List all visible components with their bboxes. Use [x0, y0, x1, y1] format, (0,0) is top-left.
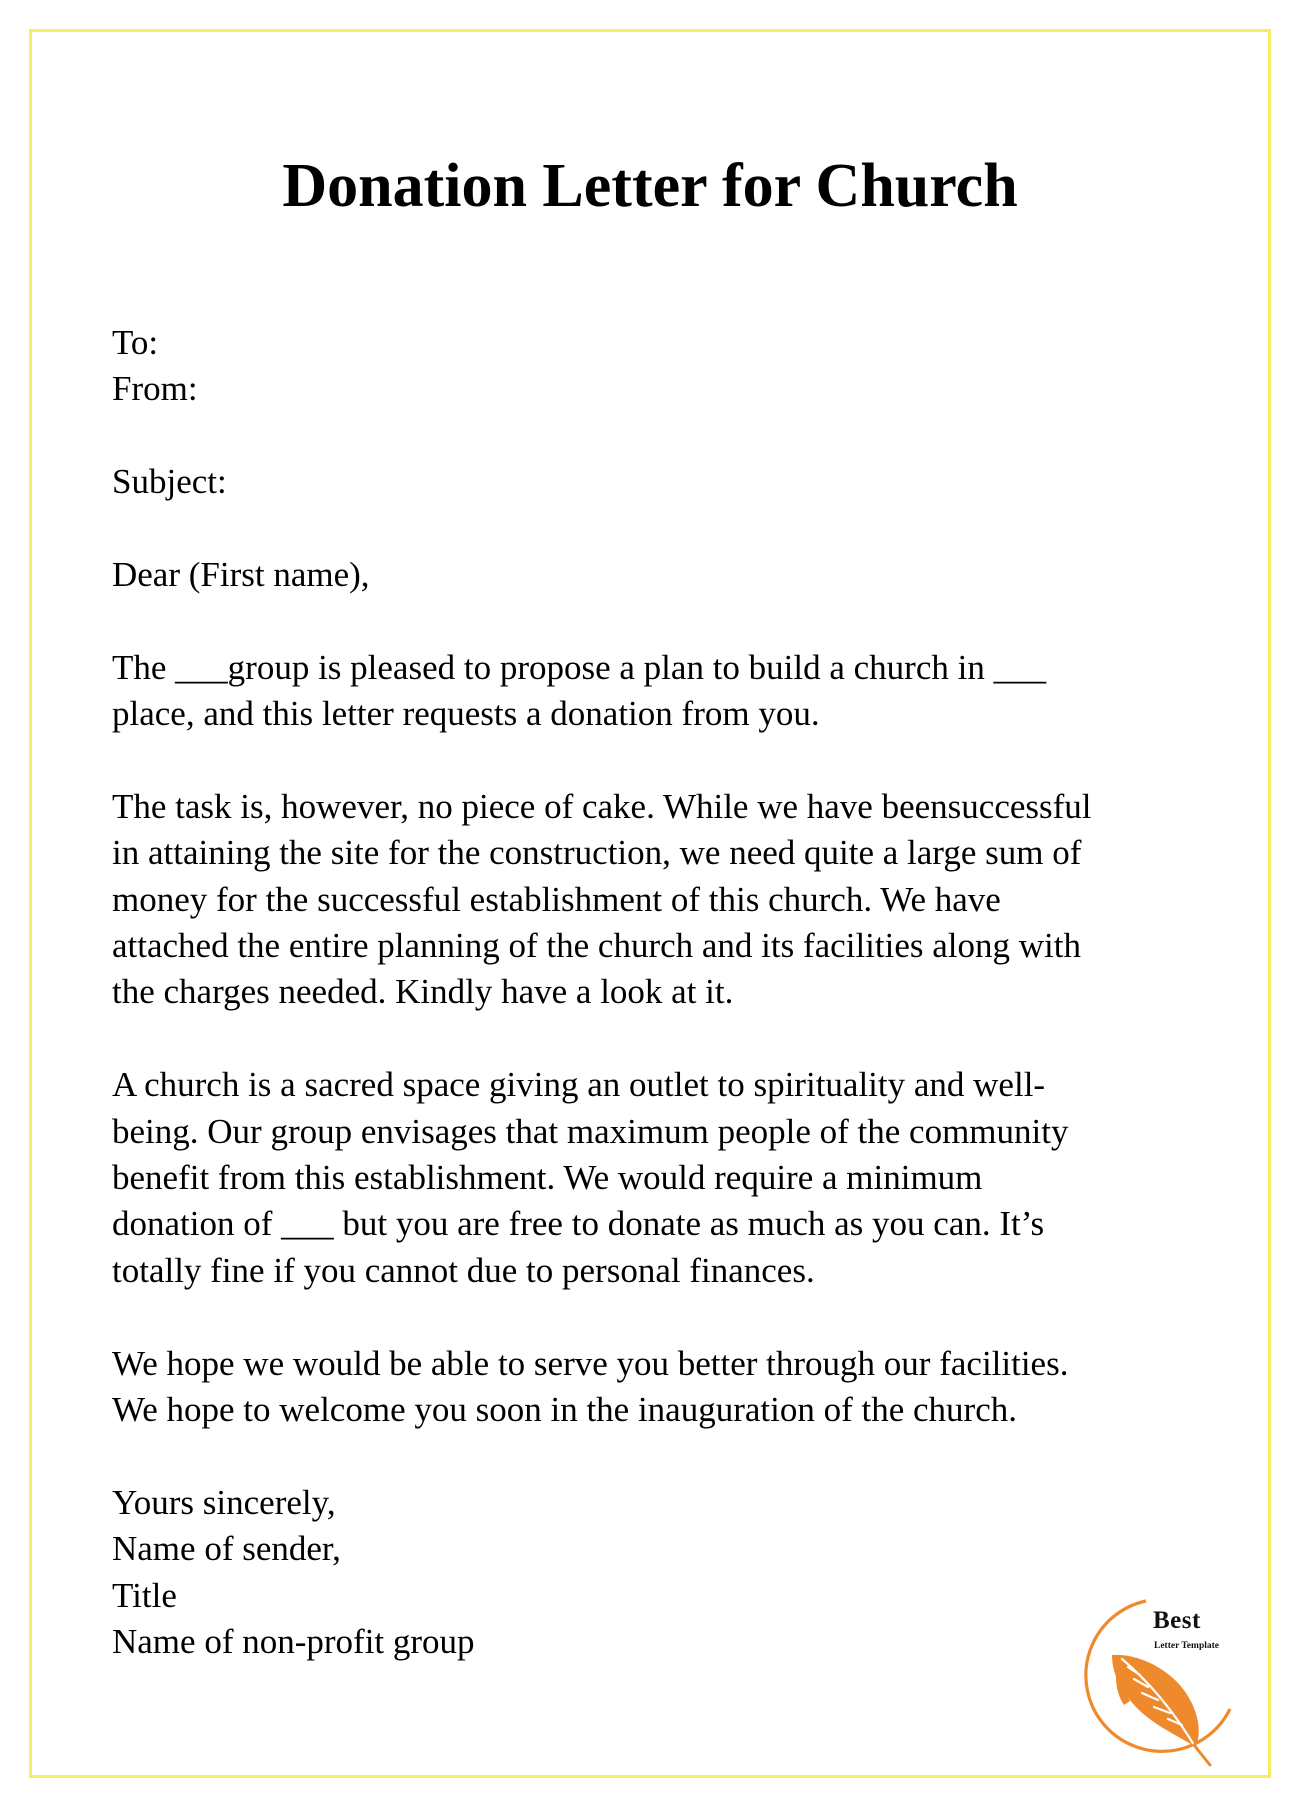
from-line: From: — [112, 369, 198, 409]
spacer — [112, 1016, 1202, 1062]
logo-word-letter-template: Letter Template — [1154, 1641, 1219, 1651]
spacer — [112, 1433, 1202, 1479]
paragraph-line: The task is, however, no piece of cake. While we have beensuccessful — [112, 786, 1092, 826]
paragraph-line: We hope to welcome you soon in the inauguration of the church. — [112, 1389, 1017, 1429]
paragraph-line: donation of ___ but you are free to donate as much as you can. It’s — [112, 1204, 1045, 1244]
paragraph-line: in attaining the site for the construction, we need quite a large sum of — [112, 833, 1082, 873]
paragraph-line: place, and this letter requests a donation from you. — [112, 694, 820, 734]
spacer — [112, 413, 1202, 459]
paragraph-line: The ___group is pleased to propose a plan to build a church in ___ — [112, 647, 1047, 687]
subject-line: Subject: — [112, 462, 227, 502]
letter-title: Donation Letter for Church — [282, 152, 1018, 220]
logo-word-best: Best — [1153, 1607, 1201, 1634]
valediction: Yours sincerely, — [112, 1482, 336, 1522]
spacer — [112, 1294, 1202, 1340]
paragraph-line: the charges needed. Kindly have a look at it. — [112, 972, 734, 1012]
organization-name: Name of non-profit group — [112, 1621, 475, 1661]
paragraph-4 — [112, 1341, 1202, 1434]
paragraph-line: benefit from this establishment. We would require a minimum — [112, 1158, 983, 1198]
brand-logo — [1078, 1597, 1268, 1772]
spacer — [112, 506, 1202, 552]
paragraph-line: being. Our group envisages that maximum people of the community — [112, 1111, 1069, 1151]
paragraph-line: totally fine if you cannot due to personal finances. — [112, 1250, 815, 1290]
spacer — [112, 738, 1202, 784]
paragraph-line: money for the successful establishment of this church. We have — [112, 879, 1001, 919]
paragraph-line: attached the entire planning of the church and its facilities along with — [112, 926, 1081, 966]
paragraph-2 — [112, 784, 1202, 1016]
paragraph-line: We hope we would be able to serve you better through our facilities. — [112, 1343, 1069, 1383]
salutation: Dear (First name), — [112, 554, 370, 594]
letter-body — [112, 320, 1202, 1665]
paragraph-1 — [112, 645, 1202, 738]
to-line: To: — [112, 323, 159, 362]
paragraph-line: A church is a sacred space giving an outlet to spirituality and well- — [112, 1065, 1046, 1105]
closing-block — [112, 1480, 1202, 1666]
paragraph-3 — [112, 1062, 1202, 1294]
sender-name: Name of sender, — [112, 1529, 341, 1569]
spacer — [112, 598, 1202, 644]
sender-title: Title — [112, 1575, 177, 1615]
